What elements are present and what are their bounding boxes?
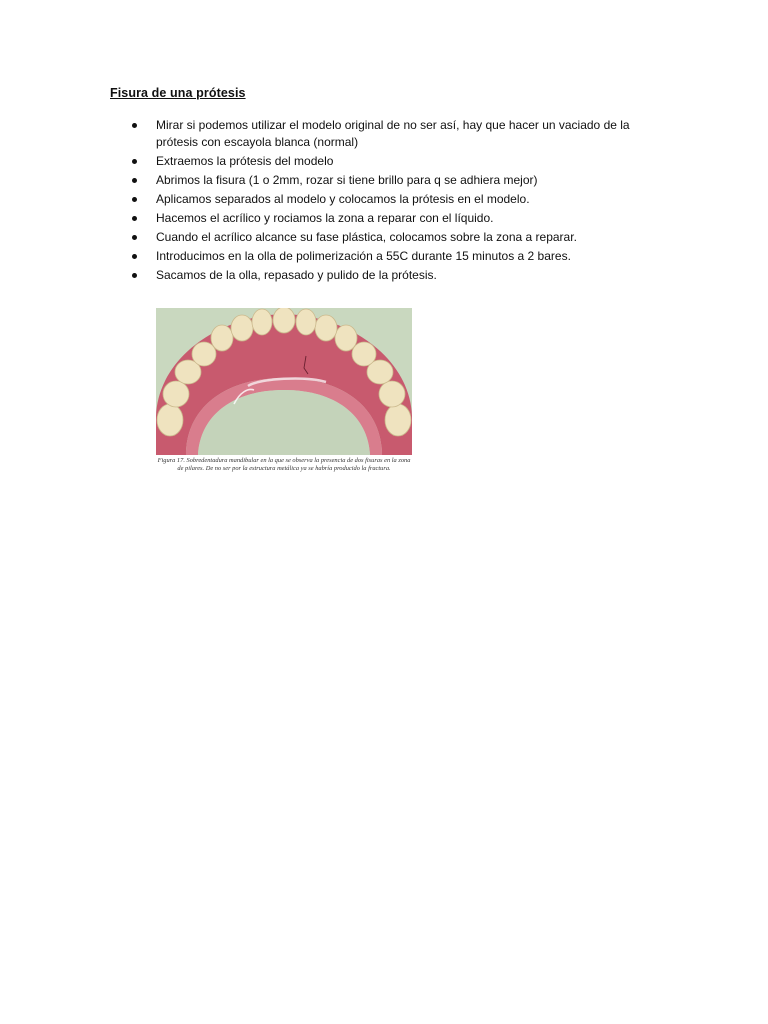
list-item	[110, 172, 670, 189]
list-item-text: Cuando el acrílico alcance su fase plástica, colocamos sobre la zona a reparar.	[156, 230, 577, 244]
list-item	[110, 229, 670, 246]
list-item-text: Extraemos la prótesis del modelo	[156, 154, 334, 168]
list-item-text: Introducimos en la olla de polimerización a 55C durante 15 minutos a 2 bares.	[156, 249, 571, 263]
denture-photo	[156, 308, 412, 455]
list-item	[110, 267, 670, 284]
bullet-icon	[132, 123, 137, 128]
document-title: Fisura de una prótesis	[110, 86, 246, 100]
figure	[156, 308, 412, 473]
bullet-icon	[132, 273, 137, 278]
bullet-icon	[132, 159, 137, 164]
list-item	[110, 153, 670, 170]
list-item	[110, 117, 670, 151]
list-item-text: Aplicamos separados al modelo y colocamos la prótesis en el modelo.	[156, 192, 530, 206]
list-item-text: Hacemos el acrílico y rociamos la zona a reparar con el líquido.	[156, 211, 494, 225]
list-item	[110, 248, 670, 265]
list-item-text: Mirar si podemos utilizar el modelo original de no ser así, hay que hacer un vaciado de la prótesis con escayola blanca (normal)	[156, 118, 630, 149]
figure-caption: Figura 17. Sobredentadura mandibular en la que se observa la presencia de dos fisuras en la zona de pilares. De no ser por la estructura metálica ya se habría producido la fractura.	[157, 457, 411, 472]
bullet-icon	[132, 178, 137, 183]
list-item-text: Abrimos la fisura (1 o 2mm, rozar si tiene brillo para q se adhiera mejor)	[156, 173, 538, 187]
bullet-icon	[132, 216, 137, 221]
list-item	[110, 191, 670, 208]
bullet-icon	[132, 197, 137, 202]
bullet-icon	[132, 254, 137, 259]
list-item	[110, 210, 670, 227]
instruction-list	[110, 117, 670, 286]
list-item-text: Sacamos de la olla, repasado y pulido de la prótesis.	[156, 268, 437, 282]
bullet-icon	[132, 235, 137, 240]
